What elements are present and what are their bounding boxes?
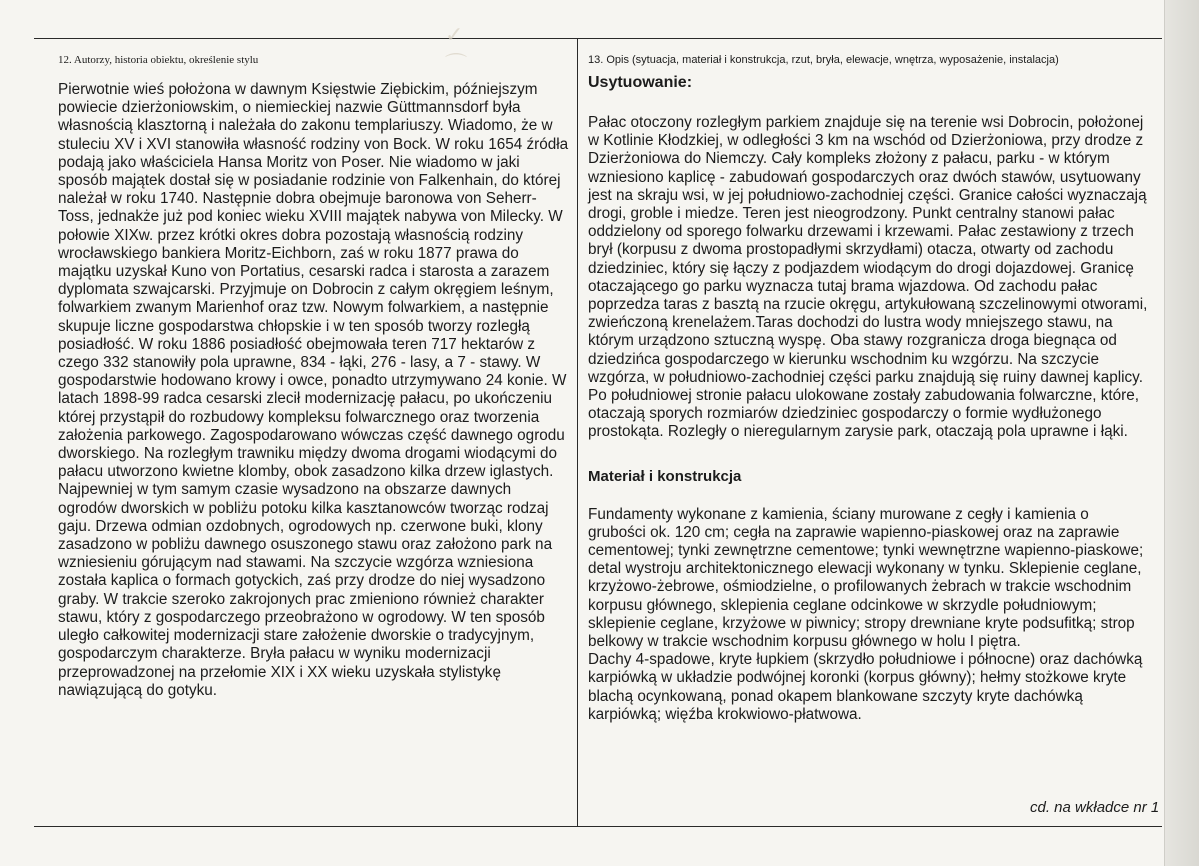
page-edge [1164, 0, 1199, 866]
location-paragraph: Pałac otoczony rozległym parkiem znajduje się na terenie wsi Dobrocin, położonej w Kotlinie Kłodzkiej, w odległości 3 km na wschód od Dzierżoniowa, przy drodze z Dzierżoniowa do Niemczy. Cały kompleks złożony z pałacu, parku - w którym wzniesiono kaplicę - zabudowań gospodarczych oraz dwóch stawów, usytuowany jest na skraju wsi, w jej południowo-zachodniej części. Granice całości wyznaczają drogi, groble i miedze. Teren jest nieogrodzony. Punkt centralny stanowi pałac oddzielony od sporego folwarku drzewami i krzewami. Pałac zestawiony z trzech brył (korpusu z dwoma prostopadłymi skrzydłami) otacza, otwarty od zachodu dziedziniec, który się łączy z podjazdem wiodącym do drogi dojazdowej. Granicę otaczającego go parku wyznacza tutaj brama wjazdowa. Od zachodu pałac poprzedza taras z basztą na rzucie okręgu, artykułowaną szczelinowymi otworami, zwieńczoną krenelażem.Taras dochodzi do lustra wody mniejszego stawu, na którym urządzono sztuczną wyspę. Oba stawy rozgranicza droga biegnąca od dziedzińca gospodarczego w kierunku wschodnim ku wzgórzu. Na szczycie wzgórza, w południowo-zachodniej części parku znajdują się ruiny dawnej kaplicy. Po południowej stronie pałacu ulokowane zostały zabudowania folwarczne, które, otaczają sporych rozmiarów dziedziniec gospodarczy o formie wydłużonego prostokąta. Rozległy o nieregularnym zarysie park, otaczają pola uprawne i łąki. [588, 114, 1148, 441]
location-title: Usytuowanie: [588, 74, 693, 91]
history-heading: 12. Autorzy, historia obiektu, określenie stylu [58, 54, 259, 66]
description-column [588, 54, 1148, 724]
description-heading: 13. Opis (sytuacja, materiał i konstrukcja, rzut, bryła, elewacje, wnętrza, wyposażenie, instalacja) [588, 54, 1059, 66]
column-divider [577, 38, 578, 826]
material-paragraph: Fundamenty wykonane z kamienia, ściany murowane z cegły i kamienia o grubości ok. 120 cm; cegła na zaprawie wapienno-piaskowej oraz na zaprawie cementowej; tynki zewnętrzne cementowe; tynki wewnętrzne wapienno-piaskowe; detal wystroju architektonicznego elewacji wykonany w tynku. Sklepienie ceglane, krzyżowo-żebrowe, ośmiodzielne, o profilowanych żebrach w trakcie wschodnim korpusu głównego, sklepienia ceglane odcinkowe w skrzydle południowym; sklepienie ceglane, krzyżowe w piwnicy; stropy drewniane kryte podsufitką; strop belkowy w trakcie wschodnim korpusu głównego w holu I piętra. [588, 505, 1144, 651]
bottom-rule [34, 826, 1162, 827]
top-rule [34, 38, 1162, 39]
faint-mark: ✓ ⌒ [445, 22, 468, 77]
continuation-note: cd. na wkładce nr 1 [1030, 799, 1160, 816]
history-column [58, 54, 570, 700]
material-title: Materiał i konstrukcja [588, 467, 742, 485]
history-paragraph: Pierwotnie wieś położona w dawnym Księstwie Ziębickim, późniejszym powiecie dzierżoniowskim, o niemieckiej nazwie Güttmannsdorf była własnością klasztorną i należała do zakonu templariuszy. Wiadomo, że w stuleciu XV i XVI stanowiła własność rodziny von Bock. W roku 1654 źródła podają jako właściciela Hansa Moritz von Poser. Nie wiadomo w jaki sposób majątek dostał się w posiadanie rodzinie von Falkenhain, do której należał w roku 1740. Następnie dobra obejmuje baronowa von Seherr-Toss, jednakże już pod koniec wieku XVIII majątek nabywa von Milecky. W połowie XIXw. przez krótki okres dobra pozostają własnością rodziny wrocławskiego bankiera Moritz-Eichborn, zaś w roku 1877 prawa do majątku uzyskał Kuno von Portatius, cesarski radca i starosta a zarazem dyplomata szwajcarski. Przyjmuje on Dobrocin z całym okręgiem leśnym, folwarkiem zwanym Marienhof oraz tzw. Nowym folwarkiem, a następnie skupuje liczne gospodarstwa chłopskie i w ten sposób tworzy rozległą posiadłość. W roku 1886 posiadłość obejmowała teren 717 hektarów z czego 332 stanowiły pola uprawne, 834 - łąki, 276 - lasy, a 7 - stawy. W gospodarstwie hodowano krowy i owce, ponadto utrzymywano 24 konie. W latach 1898-99 radca cesarski zlecił modernizację pałacu, po ukończeniu której przystąpił do rozbudowy kompleksu folwarcznego oraz tworzenia założenia parkowego. Zagospodarowano wówczas część dawnego ogrodu dworskiego. Na rozległym trawniku między dwoma drogami wiodącymi do pałacu utworzono kwietne klomby, obok zasadzono kilka drzew iglastych. Najpewniej w tym samym czasie wysadzono na obszarze dawnych ogrodów dworskich w pobliżu potoku kilka kasztanowców tworząc rodzaj gaju. Drzewa odmian ozdobnych, ogrodowych np. czerwone buki, klony zasadzono w pobliżu dawnego osuszonego stawu oraz założono park na wzniesieniu górującym nad stawami. Na szczycie wzgórza wzniesiona została kaplica o formach gotyckich, zaś przy drodze do niej wysadzono graby. W trakcie szeroko zakrojonych prac zmieniono również charakter stawu, który z gospodarczego przeobrażono w ogrodowy. W ten sposób uległo całkowitej modernizacji stare założenie dworskie o tradycyjnym, gospodarczym charakterze. Bryła pałacu w wyniku modernizacji przeprowadzonej na przełomie XIX i XX wieku uzyskała stylistykę nawiązującą do gotyku. [58, 81, 569, 699]
roof-paragraph: Dachy 4-spadowe, kryte łupkiem (skrzydło południowe i północne) oraz dachówką karpiówką w układzie podwójnej koronki (korpus główny); hełmy stożkowe kryte blachą ocynkowaną, ponad okapem blankowane szczyty kryte dachówką karpiówką; więźba krokwiowo-płatwowa. [588, 651, 1143, 723]
